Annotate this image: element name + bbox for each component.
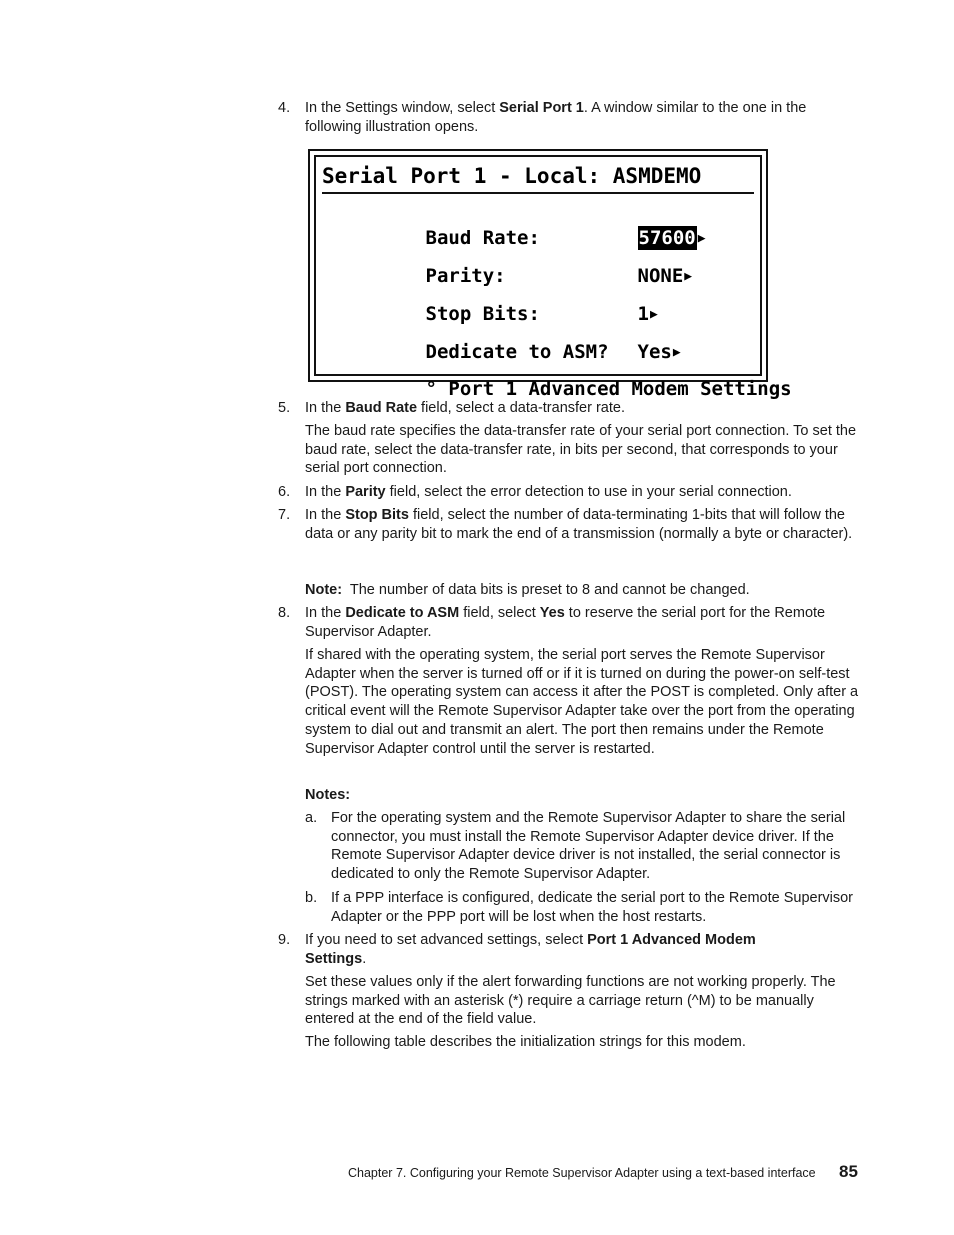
step-9-number: 9. xyxy=(278,932,291,948)
footer-chapter-title: Chapter 7. Configuring your Remote Supervisor Adapter using a text-based interface xyxy=(348,1166,816,1180)
notes-heading: Notes: xyxy=(305,787,351,803)
step-8-number: 8. xyxy=(278,605,291,621)
step-7-number: 7. xyxy=(278,507,291,523)
window-title: Serial Port 1 - Local: ASMDEMO xyxy=(322,162,754,194)
baud-rate-value[interactable]: 57600 xyxy=(638,227,696,249)
page-number: 85 xyxy=(839,1162,858,1181)
bullet-icon: ° xyxy=(425,378,437,400)
step-6-number: 6. xyxy=(278,484,291,500)
stop-bits-term: Stop Bits xyxy=(345,507,409,523)
step-8-paragraph: If shared with the operating system, the serial port serves the Remote Supervisor Adapter when the server is turned off or if it is turned on during the power-on self-test (POST). The operating system can access it after the POST is completed. Only after a critical event will the Remote Supervisor Adapter take over the port from the operating system to dial out and transmit an alert. The port then remains under the Remote Supervisor Adapter control until the server is restarted. xyxy=(305,647,859,757)
right-arrow-icon[interactable]: ▶ xyxy=(697,231,706,246)
right-arrow-icon[interactable]: ▶ xyxy=(672,345,681,360)
stop-bits-label: Stop Bits: xyxy=(425,303,540,325)
yes-term: Yes xyxy=(539,605,565,621)
note-label: Note: xyxy=(305,582,343,598)
step-9-paragraph-1: Set these values only if the alert forwarding functions are not working properly. The strings marked with an asterisk (*) require a carriage return (^M) to be manually entered at the end of the field value. xyxy=(305,974,836,1028)
note-b-text: If a PPP interface is configured, dedicate the serial port to the Remote Supervisor Adapter or the PPP port will be lost when the host restarts. xyxy=(331,890,854,925)
baud-rate-term: Baud Rate xyxy=(345,400,418,416)
step-7-note: Note: The number of data bits is preset to 8 and cannot be changed. xyxy=(305,582,750,598)
step-9-paragraph-2: The following table describes the initialization strings for this modem. xyxy=(305,1034,746,1050)
step-5-paragraph: The baud rate specifies the data-transfer rate of your serial port connection. To set the baud rate, select the data-transfer rate, in bits per second, that corresponds to your serial port connection. xyxy=(305,423,857,477)
dedicate-label: Dedicate to ASM? xyxy=(425,341,609,363)
serial-port-1-term: Serial Port 1 xyxy=(499,100,584,116)
parity-value[interactable]: NONE xyxy=(637,265,684,287)
dedicate-to-asm-term: Dedicate to ASM xyxy=(345,605,460,621)
step-4-number: 4. xyxy=(278,100,291,116)
note-b-label: b. xyxy=(305,890,318,906)
parity-term: Parity xyxy=(345,484,386,500)
step-5-text: In the Baud Rate field, select a data-transfer rate. xyxy=(305,400,625,416)
advanced-modem-settings-label: Port 1 Advanced Modem Settings xyxy=(448,378,792,400)
window-inner-frame xyxy=(314,155,792,400)
step-6-text: In the Parity field, select the error detection to use in your serial connection. xyxy=(305,484,792,500)
right-arrow-icon[interactable]: ▶ xyxy=(684,269,693,284)
step-7-text: In the Stop Bits field, select the number of data-terminating 1-bits that will follow the data or any parity bit to mark the end of a transmission (normally a byte or character). xyxy=(305,507,853,542)
note-a-label: a. xyxy=(305,810,318,826)
baud-rate-label: Baud Rate: xyxy=(425,227,540,249)
note-a-text: For the operating system and the Remote Supervisor Adapter to share the serial connector, you must install the Remote Supervisor Adapter device driver. If the Remote Supervisor Adapter device driver is not installed, the serial connector is dedicated to only the Remote Supervisor Adapter. xyxy=(331,810,846,883)
stop-bits-value[interactable]: 1 xyxy=(637,303,649,325)
serial-port-window-screenshot xyxy=(308,149,792,400)
step-5-number: 5. xyxy=(278,400,291,416)
dedicate-value[interactable]: Yes xyxy=(637,341,672,363)
step-8-text: In the Dedicate to ASM field, select Yes to reserve the serial port for the Remote Supervisor Adapter. xyxy=(305,605,826,640)
step-9-text: If you need to set advanced settings, select Port 1 Advanced Modem Settings. xyxy=(305,932,756,967)
advanced-modem-settings-term: Port 1 Advanced Modem Settings xyxy=(305,932,756,967)
step-4-text: In the Settings window, select Serial Port 1. A window similar to the one in the following illustration opens. xyxy=(305,100,807,135)
parity-label: Parity: xyxy=(425,265,506,287)
right-arrow-icon[interactable]: ▶ xyxy=(649,307,658,322)
